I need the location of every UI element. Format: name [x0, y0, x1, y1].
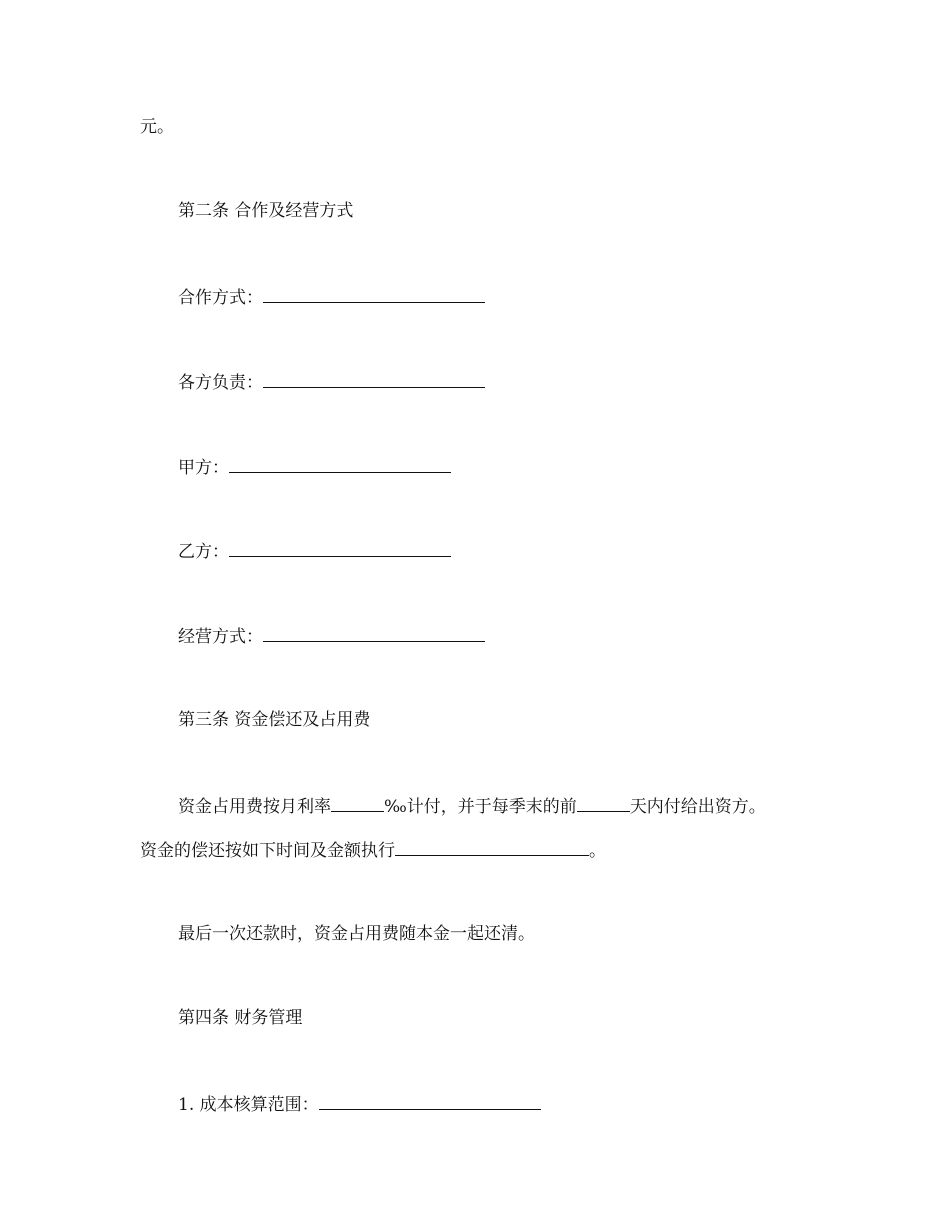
repay-text-1: 资金的偿还按如下时间及金额执行	[140, 841, 395, 861]
repay-text-2: 。	[589, 841, 606, 861]
final-payment-text: 最后一次还款时，资金占用费随本金一起还清。	[178, 924, 535, 944]
party-a-label: 甲方：	[178, 458, 229, 478]
operation-method-label: 经营方式：	[178, 627, 263, 647]
party-a-field[interactable]	[229, 455, 451, 473]
operation-method-row	[178, 624, 485, 648]
article-4-heading	[178, 1007, 302, 1029]
cost-scope-row	[178, 1092, 541, 1116]
article-3-heading	[178, 709, 370, 731]
days-field[interactable]	[577, 794, 630, 812]
repayment-schedule-field[interactable]	[395, 838, 589, 856]
fee-paragraph-line-1	[178, 794, 766, 818]
operation-method-field[interactable]	[263, 624, 485, 642]
continuation-value: 元。	[140, 117, 174, 137]
party-b-row	[178, 539, 451, 563]
monthly-rate-field[interactable]	[331, 794, 384, 812]
cost-scope-field[interactable]	[319, 1092, 541, 1110]
article-2-heading	[178, 200, 353, 222]
responsibilities-field[interactable]	[263, 370, 485, 388]
cooperation-method-row	[178, 285, 485, 309]
party-b-label: 乙方：	[178, 542, 229, 562]
article-2-title: 第二条 合作及经营方式	[178, 201, 354, 221]
fee-text-2: ‰计付，并于每季末的前	[384, 797, 577, 817]
cost-scope-label: 1. 成本核算范围：	[178, 1095, 319, 1115]
cooperation-method-label: 合作方式：	[178, 288, 263, 308]
responsibilities-row	[178, 370, 485, 394]
party-b-field[interactable]	[229, 539, 451, 557]
fee-paragraph-line-2	[140, 838, 606, 862]
article-4-title: 第四条 财务管理	[178, 1008, 303, 1028]
fee-text-3: 天内付给出资方。	[629, 797, 766, 817]
party-a-row	[178, 455, 451, 479]
final-payment-paragraph	[178, 923, 535, 945]
article-3-title: 第三条 资金偿还及占用费	[178, 710, 371, 730]
cooperation-method-field[interactable]	[263, 285, 485, 303]
responsibilities-label: 各方负责：	[178, 373, 263, 393]
continuation-text	[140, 116, 174, 138]
fee-text-1: 资金占用费按月利率	[178, 797, 331, 817]
